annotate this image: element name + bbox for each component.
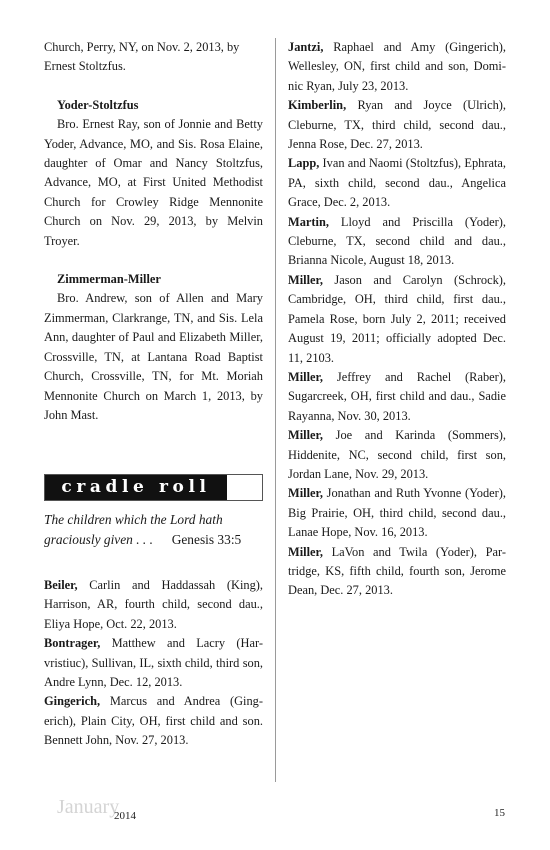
verse-reference: Genesis 33:5 <box>171 531 242 547</box>
birth-surname: Miller, <box>288 544 323 559</box>
text-line: Sugarcreek, OH, first child and dau., <box>288 389 475 404</box>
birth-surname: Beiler, <box>44 578 78 592</box>
text-line: Cleburne, TX, second child and dau., <box>288 234 506 249</box>
marriage-heading: Zimmerman-Miller <box>57 272 161 287</box>
birth-surname: Miller, <box>288 272 323 287</box>
text-line: Eliya Hope, Oct. 22, 2013. <box>44 616 177 631</box>
birth-surname: Martin, <box>288 214 329 229</box>
text-line: Church, Perry, NY, on Nov. 2, 2013, by <box>44 40 240 54</box>
text-line: 2013, by John Mast. <box>44 388 263 422</box>
text-line: Wellesley, ON, first child and son, Domi- <box>288 59 506 74</box>
text-line: nic Ryan, July 23, 2013. <box>288 78 409 93</box>
birth-entry <box>44 576 263 634</box>
text-line: Stoltzfus, Advance, MO, at First United <box>44 156 263 190</box>
page-number: 15 <box>494 807 505 819</box>
text-line: Jonathan and Ruth Yvonne <box>322 486 462 501</box>
birth-surname: Miller, <box>288 428 323 443</box>
text-line: son, Andre Lynn, Dec. 12, 2013. <box>44 655 263 690</box>
text-line: Bro. Ernest Ray, son of Jonnie and <box>57 117 233 132</box>
text-line: Melvin Troyer. <box>44 214 263 248</box>
text-line: August 19, 2011; officially adopted Dec. <box>288 331 506 346</box>
text-line: Hiddenite, NC, second child, first son, <box>288 447 506 462</box>
birth-entry <box>288 96 506 154</box>
text-line: Cleburne, TX, third child, second dau., <box>288 117 506 132</box>
left-column <box>44 38 263 425</box>
text-line: (Yoder), Big Prairie, OH, third child, <box>288 486 507 520</box>
text-line: Mennonite Church on Nov. 29, 2013, by <box>44 194 263 229</box>
text-line: Ivan and Naomi (Stoltzfus), <box>319 156 462 171</box>
marriage-entry <box>44 96 263 251</box>
text-line: Lloyd and Priscilla (Yoder), <box>328 214 506 229</box>
birth-entry <box>288 154 506 212</box>
text-line: Harrison, AR, fourth child, second dau., <box>44 597 263 612</box>
scripture-verse <box>44 510 266 549</box>
birth-entry <box>288 426 506 484</box>
text-line: Jordan Lane, Nov. 29, 2013. <box>288 466 429 481</box>
birth-entry <box>288 271 506 368</box>
birth-surname: Lapp, <box>288 156 320 171</box>
text-line: 11, 2103. <box>288 350 335 365</box>
marriage-heading: Yoder-Stoltzfus <box>57 97 139 112</box>
text-line: Ephrata, PA, sixth child, second dau., <box>288 156 506 190</box>
text-line: Joe and Karinda (Sommers), <box>322 428 506 443</box>
birth-entry <box>288 213 506 271</box>
birth-list-left <box>44 576 263 751</box>
birth-entry <box>288 484 506 542</box>
text-line: vristiuc), Sullivan, IL, sixth child, third <box>44 655 240 670</box>
birth-entry <box>288 368 506 426</box>
birth-surname: Gingerich, <box>44 694 101 709</box>
text-line: Lela Ann, daughter of Paul and Elizabeth <box>44 310 263 345</box>
text-line: Bennett John, Nov. 27, 2013. <box>44 733 189 748</box>
text-line: Elaine, daughter of Omar and Nancy <box>44 136 263 171</box>
text-line: LaVon and Twila (Yoder), Par- <box>322 544 506 559</box>
birth-entry <box>288 543 506 601</box>
text-line: Angelica Grace, Dec. 2, 2013. <box>288 175 506 210</box>
marriage-entry <box>44 270 263 425</box>
section-title: cradle roll <box>45 475 227 500</box>
text-line: Bro. Andrew, son of Allen and Mary <box>57 291 263 306</box>
text-line: Raphael and Amy (Gingerich), <box>323 40 506 54</box>
footer-year: 2014 <box>114 810 136 822</box>
text-line: Matthew and Lacry (Har- <box>100 636 263 651</box>
marriage-text <box>44 289 263 425</box>
birth-surname: Miller, <box>288 486 323 501</box>
marriage-text <box>44 115 263 251</box>
text-line: Miller, Crossville, TN, at Lantana Road <box>44 330 263 364</box>
birth-entry <box>44 692 263 750</box>
text-line: Sadie Rayanna, Nov. 30, 2013. <box>288 389 506 423</box>
text-line: Moriah Mennonite Church on March 1, <box>44 369 263 403</box>
text-line: Baptist Church, Crossville, TN, for Mt. <box>44 349 263 384</box>
text-line: erich), Plain City, OH, first child and son. <box>44 713 263 728</box>
text-line: tridge, KS, fifth child, fourth son, Jerome <box>288 563 506 578</box>
verse-text: The children which the Lord hath <box>44 512 223 527</box>
birth-entry <box>288 38 506 96</box>
text-line: Pamela Rose, born July 2, 2011; received <box>288 311 506 326</box>
birth-entry <box>44 634 263 692</box>
text-line: Zimmerman, Clarkrange, TN, and Sis. <box>44 310 238 325</box>
section-banner <box>44 474 263 501</box>
text-line: Marcus and Andrea (Ging- <box>100 694 263 709</box>
text-line: second dau., Lanae Hope, Nov. 16, 2013. <box>288 505 507 540</box>
birth-surname: Jantzi, <box>288 40 324 54</box>
text-line: Jenna Rose, Dec. 27, 2013. <box>288 137 423 152</box>
text-line: Methodist Church for Crowley Ridge <box>44 175 263 209</box>
text-line: Ernest Stoltzfus. <box>44 59 126 74</box>
text-line: Jeffrey and Rachel (Raber), <box>322 369 506 384</box>
text-line: Cambridge, OH, third child, first dau., <box>288 292 506 307</box>
text-line: Betty Yoder, Advance, MO, and Sis. Rosa <box>44 117 263 151</box>
right-column <box>288 38 506 601</box>
text-line: Brianna Nicole, August 18, 2013. <box>288 253 455 268</box>
birth-surname: Bontrager, <box>44 636 101 651</box>
verse-text: graciously given . . . <box>44 531 153 547</box>
birth-surname: Miller, <box>288 369 323 384</box>
column-divider <box>275 38 276 782</box>
text-line: Carlin and Haddassah (King), <box>77 578 263 592</box>
marriage-continuation <box>44 38 263 77</box>
text-line: Ryan and Joyce (Ulrich), <box>346 98 506 113</box>
footer-month: January <box>57 796 120 818</box>
text-line: Dean, Dec. 27, 2013. <box>288 583 393 598</box>
text-line: Jason and Carolyn (Schrock), <box>322 272 506 287</box>
birth-surname: Kimberlin, <box>288 98 347 113</box>
